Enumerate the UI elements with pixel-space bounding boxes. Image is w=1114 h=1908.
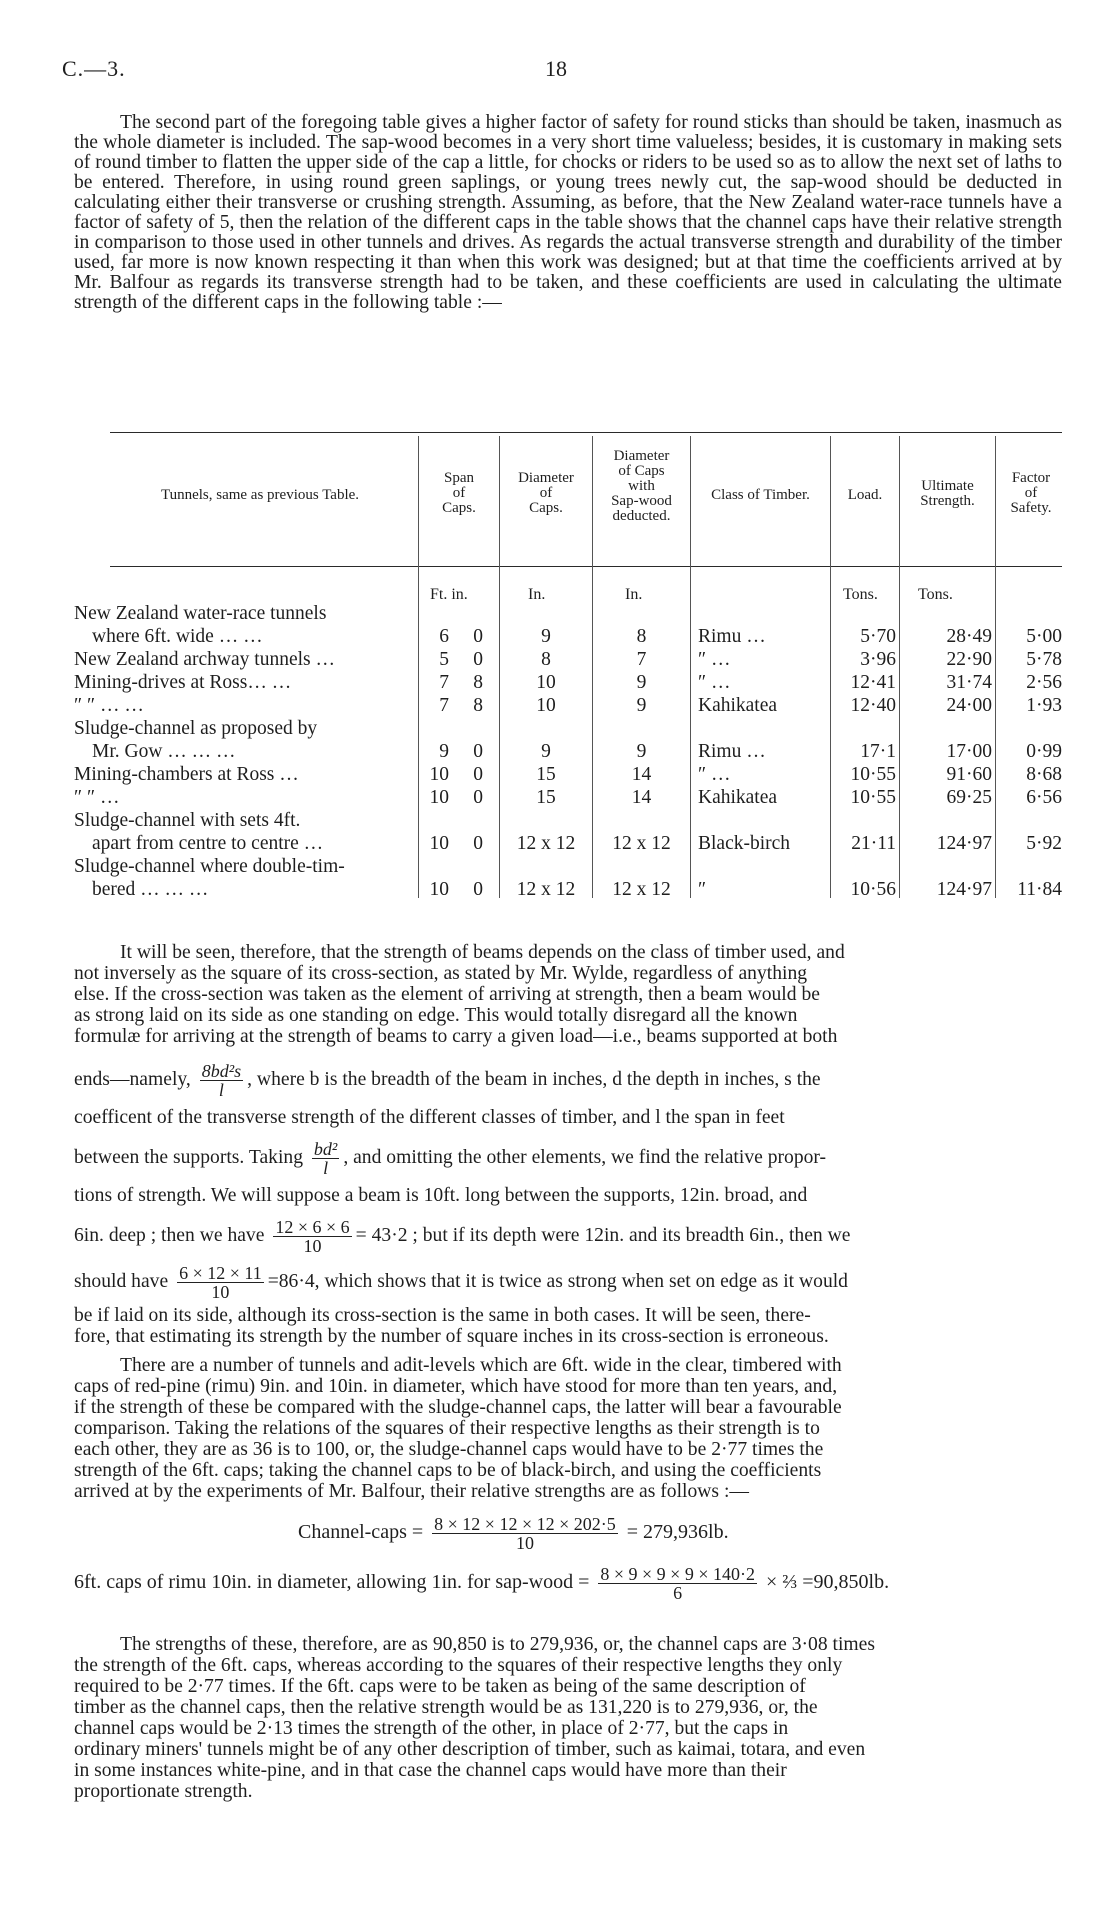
table-cell-diameter: 10 [536,695,556,716]
table-cell-factor-of-safety: 5·92 [1026,833,1062,854]
units-ultimate: Tons. [918,586,953,603]
table-cell-tunnel-name: ″ ″ … … [74,695,144,716]
column-divider [418,436,419,898]
table-cell-factor-of-safety: 5·00 [1026,626,1062,647]
table-cell-factor-of-safety: 1·93 [1026,695,1062,716]
table-cell-ultimate-strength: 124·97 [936,879,992,900]
table-cell-diameter-sapwood: 14 [631,764,652,785]
text-line: It will be seen, therefore, that the strength of beams depends on the class of timber used, and [120,942,845,963]
text-line-formula: 6in. deep ; then we have $\frac{12 \times 6 \times 6}{10}$ = 43·2 ; but if its depth were 12in. and its breadth 6in., then we [74,1217,851,1256]
channel-caps-formula: Channel-caps = $\frac{8 \times 12 \times 12 \times 12 \times 202\cdot 5}{10}$ = 279,936lb. [298,1514,729,1553]
table-cell-diameter-sapwood: 12 x 12 [612,879,671,900]
fraction: $\frac{8 \times 12 \times 12 \times 12 \times 202\cdot 5}{10}$ [434,1514,616,1553]
table-cell-timber: ″ [698,879,707,900]
text-line: timber as the channel caps, then the relative strength would be as 131,220 is to 279,936, or, the [74,1697,818,1718]
text-line-formula: ends—namely, $\frac{\text{8bd²s}}{l}$ , where b is the breadth of the beam in inches, d the depth in inches, s the [74,1061,821,1100]
table-cell-span-inches: 0 [473,787,483,808]
table-cell-diameter-sapwood: 9 [636,672,647,693]
table-cell-timber: ″ … [698,764,731,785]
units-span: Ft. in. [430,586,468,603]
text-line: fore, that estimating its strength by the number of square inches in its cross-section is erroneous. [74,1326,829,1347]
table-cell-diameter-sapwood: 9 [636,741,647,762]
table-cell-tunnel-name: where 6ft. wide … … [92,626,263,647]
table-cell-diameter: 15 [536,764,556,785]
table-cell-span-inches: 8 [473,695,483,716]
table-cell-tunnel-name: New Zealand archway tunnels … [74,649,335,670]
header-diameter: Diameter of Caps. [518,470,574,516]
fraction: $\frac{12 \times 6 \times 6}{10}$ [275,1217,350,1256]
text-line: be if laid on its side, although its cross-section is the same in both cases. It will be seen, there- [74,1305,811,1326]
header-factor-of-safety: Factor of Safety. [1010,470,1052,516]
table-cell-diameter-sapwood: 9 [636,695,647,716]
intro-paragraph-text: The second part of the foregoing table gives a higher factor of safety for round sticks than should be taken, inasmuch as the whole diameter is included. The sap-wood becomes in a very short time valueless; besides, it is customary in making sets of round timber to flatten the upper side of the cap a little, for chocks or riders to be used so as to allow the next set of laths to be entered. Therefore, in using round green saplings, or young trees newly cut, the sap-wood should be deducted in calculating either their transverse or crushing strength. Assuming, as before, that the New Zealand water-race tunnels have a factor of safety of 5, then the relation of the different caps in the table shows that the channel caps have their relative strength in comparison to those used in other tunnels and drives. As regards the actual transverse strength and durability of the timber used, far more is now known respecting it than when this work was designed; but at that time the coefficients arrived at by Mr. Balfour as regards its transverse strength had to be taken, and these coefficients are used in calculating the ultimate strength of the different caps in the following table :— [74,112,1062,313]
table-cell-load: 21·11 [851,833,896,854]
text-line: There are a number of tunnels and adit-levels which are 6ft. wide in the clear, timbered with [120,1355,842,1376]
table-cell-span-feet: 9 [439,741,449,762]
table-cell-span-feet: 6 [439,626,449,647]
fraction: $\frac{\text{bd²}}{l}$ [313,1139,338,1178]
table-cell-tunnel-name: Sludge-channel with sets 4ft. [74,810,301,831]
table-cell-span-feet: 10 [429,833,449,854]
table-cell-diameter: 9 [541,626,551,647]
header-class-of-timber: Class of Timber. [711,487,810,503]
table-cell-ultimate-strength: 22·90 [946,649,992,670]
text-line: required to be 2·77 times. If the 6ft. caps were to be taken as being of the same description of [74,1676,806,1697]
header-load: Load. [847,487,883,503]
text-line: else. If the cross-section was taken as the element of arriving at strength, then a beam would be [74,984,820,1005]
table-cell-tunnel-name: Sludge-channel where double-tim- [74,856,345,877]
header-ultimate-strength: Ultimate Strength. [920,478,975,509]
table-header-rule [110,566,1062,567]
table-cell-load: 12·40 [850,695,896,716]
table-cell-load: 17·1 [860,741,896,762]
table-cell-factor-of-safety: 0·99 [1026,741,1062,762]
text-line-formula: between the supports. Taking $\frac{\text{bd²}}{l}$ , and omitting the other elements, we find the relative propor- [74,1139,827,1178]
text-line: channel caps would be 2·13 times the strength of the other, in place of 2·77, but the caps in [74,1718,789,1739]
text-line: the strength of the 6ft. caps, whereas according to the squares of their respective lengths they only [74,1655,843,1676]
table-cell-timber: Kahikatea [698,695,778,716]
text-line: The strengths of these, therefore, are as 90,850 is to 279,936, or, the channel caps are 3·08 times [120,1634,875,1655]
page-number: 18 [545,56,567,81]
table-cell-diameter: 10 [536,672,556,693]
table-cell-timber: Rimu … [698,741,766,762]
table-cell-span-inches: 0 [473,879,483,900]
text-line: each other, they are as 36 is to 100, or, the sludge-channel caps would have to be 2·77 times the [74,1439,824,1460]
text-line: if the strength of these be compared with the sludge-channel caps, the latter will bear a favourable [74,1397,842,1418]
table-cell-timber: ″ … [698,672,731,693]
rimu-caps-formula: 6ft. caps of rimu 10in. in diameter, allowing 1in. for sap-wood = $\frac{8 \times 9 \times 9 \times 9 \times 140\cdot 2}{6}$ × ⅔ =90,850lb. [74,1564,890,1603]
table-cell-span-inches: 0 [473,764,483,785]
header-diameter-sapwood: Diameter of Caps with Sap-wood deducted. [611,448,672,524]
table-cell-span-feet: 5 [439,649,449,670]
units-load: Tons. [843,586,878,603]
table-cell-timber: ″ … [698,649,731,670]
document-reference: C.—3. [62,56,126,81]
table-cell-span-inches: 0 [473,741,483,762]
table-cell-load: 10·55 [850,764,896,785]
table-cell-factor-of-safety: 2·56 [1026,672,1062,693]
text-line: in some instances white-pine, and in that case the channel caps would have more than their [74,1760,787,1781]
table-cell-tunnel-name: apart from centre to centre … [92,833,324,854]
table-cell-span-feet: 10 [429,787,449,808]
text-line: coefficent of the transverse strength of the different classes of timber, and l the span in feet [74,1107,785,1128]
text-line-formula: should have $\frac{6 \times 12 \times 11}{10}$ =86·4, which shows that it is twice as strong when set on edge as it would [74,1263,848,1302]
units-diameter: In. [528,586,546,603]
table-cell-diameter: 9 [541,741,551,762]
text-line: ordinary miners' tunnels might be of any other description of timber, such as kaimai, totara, and even [74,1739,866,1760]
table-cell-tunnel-name: bered … … … [92,879,209,900]
table-cell-load: 5·70 [860,626,896,647]
table-cell-span-inches: 8 [473,672,483,693]
text-line: comparison. Taking the relations of the squares of their respective lengths as their strength is to [74,1418,820,1439]
table-cell-span-feet: 7 [439,672,449,693]
text-line: caps of red-pine (rimu) 9in. and 10in. in diameter, which have stood for more than ten years, and, [74,1376,838,1397]
table-cell-ultimate-strength: 31·74 [946,672,992,693]
table-cell-factor-of-safety: 6·56 [1026,787,1062,808]
table-cell-ultimate-strength: 24·00 [946,695,992,716]
header-tunnels: Tunnels, same as previous Table. [160,487,360,503]
text-line: not inversely as the square of its cross-section, as stated by Mr. Wylde, regardless of anything [74,963,808,984]
column-divider [690,436,691,898]
table-cell-timber: Black-birch [698,833,791,854]
table-cell-span-feet: 10 [429,879,449,900]
table-cell-load: 3·96 [860,649,896,670]
table-cell-tunnel-name: Mining-drives at Ross… … [74,672,292,693]
text-line: arrived at by the experiments of Mr. Balfour, their relative strengths are as follows :— [74,1481,749,1502]
table-cell-diameter-sapwood: 7 [636,649,647,670]
table-cell-ultimate-strength: 28·49 [946,626,992,647]
table-cell-load: 10·56 [850,879,896,900]
table-cell-load: 10·55 [850,787,896,808]
units-diameter-sapwood: In. [625,586,643,603]
table-cell-diameter: 15 [536,787,556,808]
table-cell-span-feet: 7 [439,695,449,716]
fraction: $\frac{\text{8bd²s}}{l}$ [201,1061,242,1100]
table-cell-ultimate-strength: 124·97 [936,833,992,854]
table-cell-span-inches: 0 [473,833,483,854]
table-cell-diameter: 12 x 12 [516,833,576,854]
table-cell-tunnel-name: ″ ″ … [74,787,120,808]
table-cell-tunnel-name: New Zealand water-race tunnels [74,603,327,624]
table-cell-timber: Kahikatea [698,787,778,808]
table-cell-diameter-sapwood: 14 [631,787,652,808]
table-cell-factor-of-safety: 11·84 [1017,879,1062,900]
text-line: tions of strength. We will suppose a beam is 10ft. long between the supports, 12in. broad, and [74,1185,808,1206]
header-span: Span of Caps. [442,470,476,516]
table-cell-timber: Rimu … [698,626,766,647]
text-line: formulæ for arriving at the strength of beams to carry a given load—i.e., beams supported at both [74,1026,838,1047]
table-cell-tunnel-name: Sludge-channel as proposed by [74,718,318,739]
table-cell-ultimate-strength: 69·25 [946,787,992,808]
text-line: strength of the 6ft. caps; taking the channel caps to be of black-birch, and using the coefficients [74,1460,822,1481]
table-cell-diameter: 12 x 12 [516,879,576,900]
table-cell-span-inches: 0 [473,649,483,670]
intro-paragraph [74,113,1062,313]
text-line: as strong laid on its side as one standing on edge. This would totally disregard all the known [74,1005,798,1026]
table-cell-ultimate-strength: 17·00 [946,741,992,762]
table-cell-diameter-sapwood: 8 [636,626,647,647]
table-cell-span-feet: 10 [429,764,449,785]
table-cell-diameter-sapwood: 12 x 12 [612,833,671,854]
table-cell-factor-of-safety: 5·78 [1026,649,1062,670]
table-cell-diameter: 8 [541,649,551,670]
fraction: $\frac{8 \times 9 \times 9 \times 9 \times 140\cdot 2}{6}$ [600,1564,755,1603]
table-cell-tunnel-name: Mining-chambers at Ross … [74,764,299,785]
fraction: $\frac{6 \times 12 \times 11}{10}$ [179,1263,262,1302]
table-cell-ultimate-strength: 91·60 [946,764,992,785]
text-line: proportionate strength. [74,1781,253,1802]
table-top-rule [110,432,1062,433]
table-cell-span-inches: 0 [473,626,483,647]
table-cell-factor-of-safety: 8·68 [1026,764,1062,785]
table-cell-load: 12·41 [850,672,896,693]
table-cell-tunnel-name: Mr. Gow … … … [92,741,236,762]
